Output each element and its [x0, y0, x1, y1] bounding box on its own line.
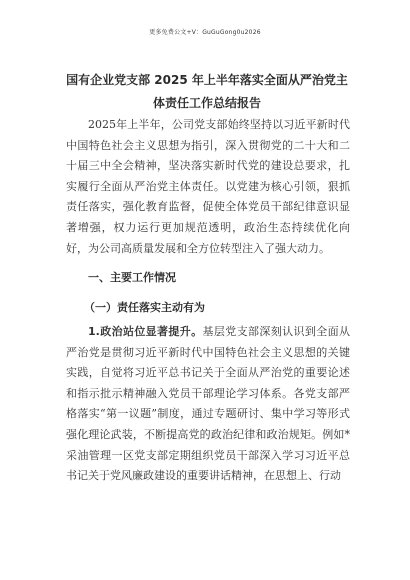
intro-paragraph: 2025年上半年，公司党支部始终坚持以习近平新时代中国特色社会主义思想为指引，深入贯彻党的二十大和二十届三中全会精神，坚决落实新时代党的建设总要求，扎实履行全面从严治党主体责任。以党建为核心引领，狠抓责任落实，强化教育监督，促使全体党员干部纪律意识显著增强，权力运行更加规范透明，政治生态持续优化向好，为公司高质量发展和全方位转型注入了强大动力。	[66, 118, 350, 255]
section-heading: 一、主要工作情况	[88, 271, 176, 284]
document-title: 国有企业党支部 2025 年上半年落实全面从严治党主体责任工作总结报告	[66, 73, 348, 110]
header-note: 更多免费公文+V：GuGuGong0u2026	[149, 29, 261, 36]
point-paragraph	[66, 322, 350, 487]
subsection-heading: （一）责任落实主动有为	[84, 301, 205, 314]
point-body: 基层党支部深刻认识到全面从严治党是贯彻习近平新时代中国特色社会主义思想的关键实践，自觉将习近平总书记关于全面从严治党的重要论述和指示批示精神融入党员干部理论学习体系。各党支部严格落实“第一议题”制度，通过专题研讨、集中学习等形式强化理论武装，不断提高党的政治纪律和政治规矩。例如*采油管理一区党支部定期组织党员干部深入学习习近平总书记关于党风廉政建设的重要讲话精神，在思想上、行动	[66, 325, 350, 483]
point-lead: 1.政治站位显著提升。	[88, 325, 203, 338]
